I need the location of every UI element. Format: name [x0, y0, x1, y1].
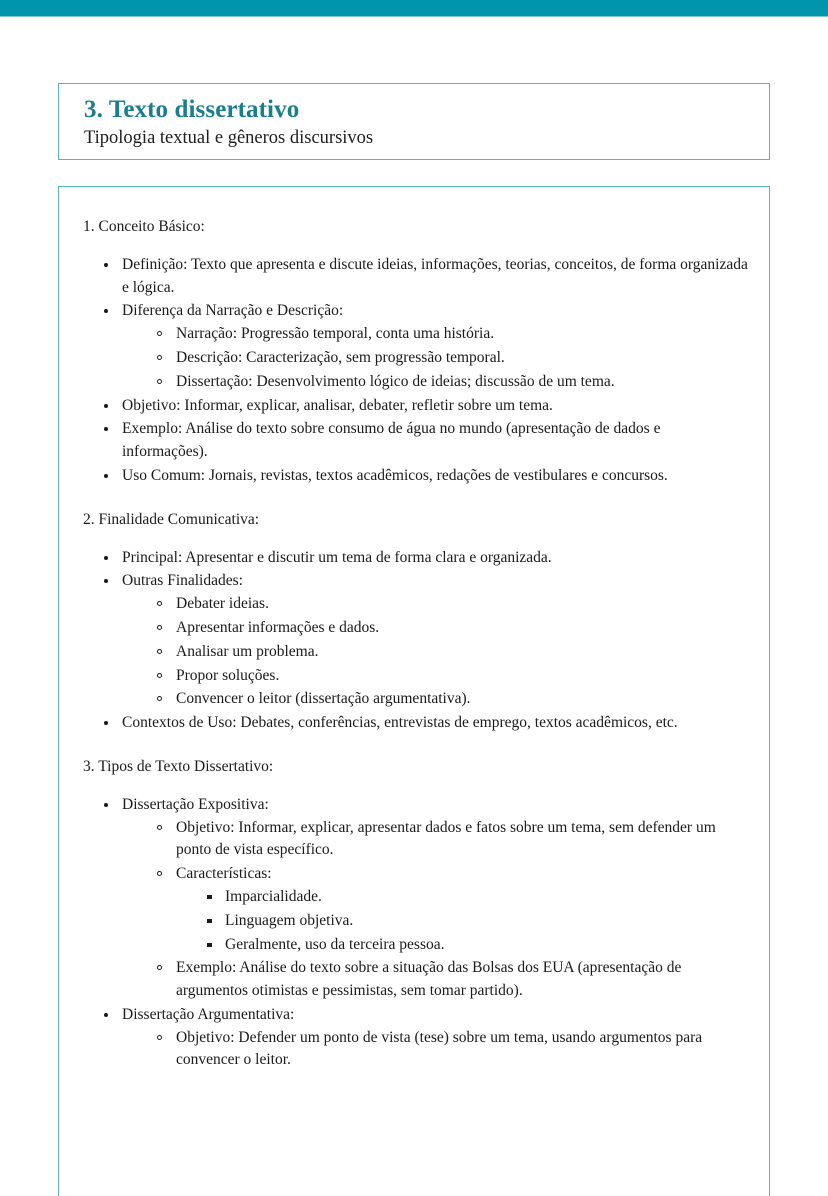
list-item-text: Exemplo: Análise do texto sobre consumo de água no mundo (apresentação de dados e informações). [122, 420, 661, 461]
list-item [101, 794, 749, 1003]
bullet-list-level-2 [155, 323, 749, 393]
list-item [101, 570, 749, 711]
list-item [155, 593, 749, 616]
list-item [155, 688, 749, 711]
list-item [155, 665, 749, 688]
document-header-inner [59, 84, 769, 150]
list-item-text: Imparcialidade. [225, 887, 322, 905]
bullet-list-level-1 [101, 794, 749, 1072]
list-item [204, 910, 749, 933]
section-heading: 3. Tipos de Texto Dissertativo: [83, 757, 274, 775]
list-item [101, 465, 749, 488]
list-item-text: Dissertação: Desenvolvimento lógico de ideias; discussão de um tema. [176, 372, 615, 390]
list-item-text: Uso Comum: Jornais, revistas, textos acadêmicos, redações de vestibulares e concursos. [122, 466, 668, 484]
list-item-text: Narração: Progressão temporal, conta uma história. [176, 325, 495, 343]
list-item-text: Objetivo: Informar, explicar, apresentar dados e fatos sobre um tema, sem defender um ponto de vista específico. [176, 818, 716, 859]
section-heading: 2. Finalidade Comunicativa: [83, 510, 260, 528]
list-item-text: Analisar um problema. [176, 642, 319, 660]
list-item-text: Definição: Texto que apresenta e discute ideias, informações, teorias, conceitos, de forma organizada e lógica. [122, 255, 748, 296]
bullet-list-level-2 [155, 817, 749, 1003]
list-item-text: Propor soluções. [176, 666, 280, 684]
list-item-text: Linguagem objetiva. [225, 911, 354, 929]
list-item [155, 617, 749, 640]
list-item-text: Exemplo: Análise do texto sobre a situação das Bolsas dos EUA (apresentação de argumentos otimistas e pessimistas, sem tomar partido). [176, 959, 682, 1000]
document-content-card [58, 186, 770, 1196]
list-item [101, 418, 749, 464]
list-item [155, 371, 749, 394]
list-item [155, 323, 749, 346]
document-content [59, 187, 769, 1072]
list-item-text: Outras Finalidades: [122, 572, 243, 590]
list-item-text: Diferença da Narração e Descrição: [122, 302, 344, 320]
content-section [83, 757, 749, 1072]
bullet-list-level-1 [101, 254, 749, 488]
list-item-text: Características: [176, 865, 272, 883]
list-item [101, 1004, 749, 1072]
bullet-list-level-2 [155, 593, 749, 711]
list-item [101, 547, 749, 570]
top-accent-bar [0, 0, 828, 17]
page-subtitle: Tipologia textual e gêneros discursivos [84, 127, 374, 148]
list-item [155, 1027, 749, 1073]
list-item [155, 641, 749, 664]
list-item-text: Principal: Apresentar e discutir um tema de forma clara e organizada. [122, 548, 552, 566]
list-item-text: Dissertação Argumentativa: [122, 1005, 295, 1023]
content-section [83, 217, 749, 488]
page-title: 3. Texto dissertativo [84, 96, 300, 123]
list-item [204, 886, 749, 909]
list-item [101, 300, 749, 393]
bullet-list-level-1 [101, 547, 749, 735]
list-item-text: Objetivo: Informar, explicar, analisar, debater, refletir sobre um tema. [122, 396, 553, 414]
list-item [101, 395, 749, 418]
list-item [101, 712, 749, 735]
bullet-list-level-3 [204, 886, 749, 956]
bullet-list-level-2 [155, 1027, 749, 1073]
list-item [204, 934, 749, 957]
list-item [155, 863, 749, 956]
list-item-text: Objetivo: Defender um ponto de vista (tese) sobre um tema, usando argumentos para convencer o leitor. [176, 1028, 703, 1069]
list-item-text: Contextos de Uso: Debates, conferências, entrevistas de emprego, textos acadêmicos, etc. [122, 714, 678, 732]
list-item-text: Convencer o leitor (dissertação argumentativa). [176, 690, 471, 708]
list-item-text: Debater ideias. [176, 595, 269, 613]
list-item [155, 347, 749, 370]
list-item-text: Apresentar informações e dados. [176, 619, 380, 636]
list-item-text: Descrição: Caracterização, sem progressão temporal. [176, 349, 505, 367]
list-item [101, 254, 749, 300]
list-item-text: Geralmente, uso da terceira pessoa. [225, 935, 445, 953]
document-header-card [58, 83, 770, 160]
list-item [155, 957, 749, 1003]
section-heading: 1. Conceito Básico: [83, 218, 205, 235]
list-item-text: Dissertação Expositiva: [122, 795, 269, 813]
content-section [83, 510, 749, 735]
list-item [155, 817, 749, 863]
